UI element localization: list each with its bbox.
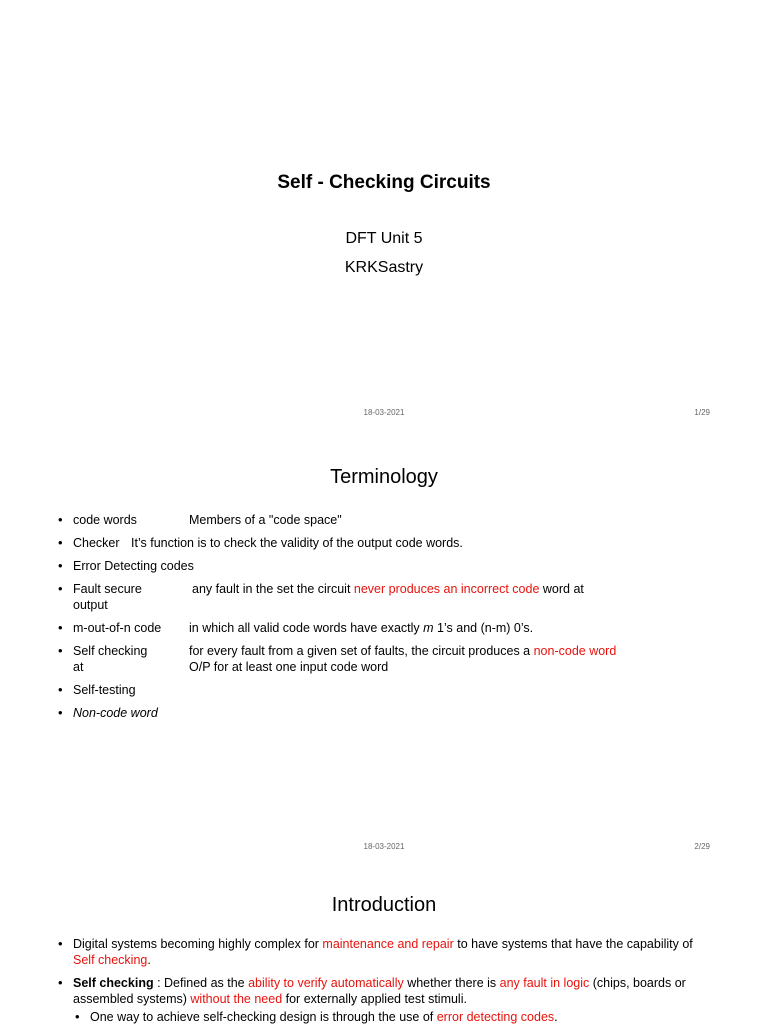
slide-3 xyxy=(0,868,768,1024)
list-item xyxy=(56,705,716,721)
term-label: • Checker xyxy=(73,536,120,550)
slide-1-page-number: 1/29 xyxy=(694,408,710,417)
list-item: • Digital systems becoming highly complex for maintenance and repair to have systems that have the capability of Self checking. xyxy=(56,936,716,968)
list-item xyxy=(56,512,716,528)
slide-2-page-number: 2/29 xyxy=(694,842,710,851)
terminology-list xyxy=(56,512,716,728)
term-definition: It’s function is to check the validity of the output code words. xyxy=(131,536,463,550)
term-label-continued: at xyxy=(73,660,84,674)
slide-1-date: 18-03-2021 xyxy=(363,408,405,417)
slide-1 xyxy=(0,0,768,434)
slide-1-subtitle-author: KRKSastry xyxy=(344,259,424,276)
term-label-continued: output xyxy=(73,598,108,612)
slide-1-subtitle-unit: DFT Unit 5 xyxy=(345,230,423,247)
term-label: Error Detecting codes xyxy=(73,559,194,573)
term-definition: in which all valid code words have exactly m 1’s and (n-m) 0’s. xyxy=(189,621,534,635)
list-item xyxy=(56,535,716,551)
term-definition: any fault in the set the circuit never produces an incorrect code word at xyxy=(192,582,584,596)
slide-1-title: Self - Checking Circuits xyxy=(277,172,491,193)
sub-list-item: • One way to achieve self-checking design is through the use of error detecting codes. xyxy=(73,1009,716,1025)
list-item: • Self checking : Defined as the ability to verify automatically whether there is any fault in logic (chips, boards or assembled systems) without the need for externally applied test stimuli. • One way to achieve self-checking design is through the use of error detecting codes. xyxy=(56,975,716,1025)
slide-2-title: Terminology xyxy=(330,466,438,488)
list-item xyxy=(56,643,716,675)
slide-2-date: 18-03-2021 xyxy=(363,842,405,851)
list-item xyxy=(56,682,716,698)
term-definition-continued: O/P for at least one input code word xyxy=(189,660,389,674)
term-label: • Fault secure xyxy=(73,582,142,596)
list-item xyxy=(56,581,716,613)
term-label: Self-testing xyxy=(73,683,136,697)
sub-list xyxy=(73,1009,716,1025)
term-label: • Self checking xyxy=(73,644,148,658)
term-label: • m-out-of-n code xyxy=(73,621,162,635)
list-item xyxy=(56,620,716,636)
term-label: • code words xyxy=(73,513,137,527)
slide-2 xyxy=(0,434,768,868)
list-item xyxy=(56,558,716,574)
term-definition: Members of a "code space" xyxy=(189,513,342,527)
slide-3-title: Introduction xyxy=(331,894,437,916)
term-definition: for every fault from a given set of faults, the circuit produces a non-code word xyxy=(189,644,617,658)
term-label: Non-code word xyxy=(73,706,158,720)
introduction-list xyxy=(56,936,716,1032)
